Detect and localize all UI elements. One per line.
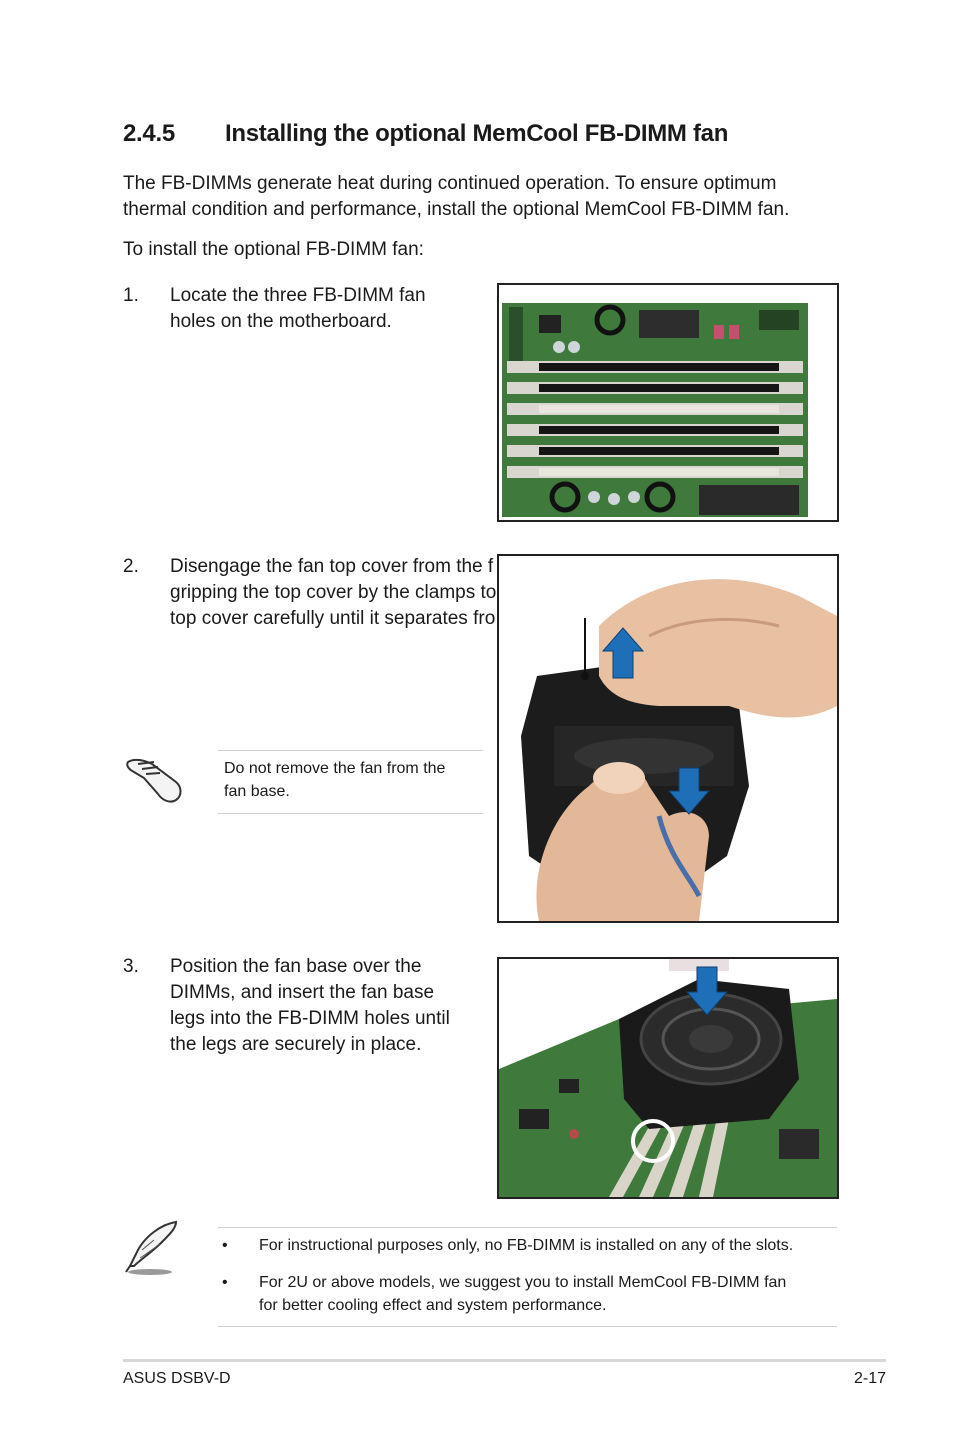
intro-line: The FB-DIMMs generate heat during continued operation. To ensure optimum: [123, 173, 777, 194]
intro-paragraph: [123, 171, 789, 223]
step-line: legs into the FB-DIMM holes until: [170, 1008, 450, 1029]
step-text: [170, 954, 450, 1058]
footer-rule: [123, 1359, 886, 1362]
step-line: Locate the three FB-DIMM fan: [170, 285, 426, 306]
note-bullet: •: [222, 1274, 228, 1291]
fan-install-photo: [497, 957, 839, 1199]
caution-text: [224, 757, 445, 803]
footer-product: ASUS DSBV-D: [123, 1370, 231, 1387]
note-line: For 2U or above models, we suggest you to install MemCool FB-DIMM fan: [259, 1274, 787, 1291]
intro-line: thermal condition and performance, install the optional MemCool FB-DIMM fan.: [123, 199, 790, 220]
note-text: [259, 1271, 849, 1317]
note-line: For instructional purposes only, no FB-DIMM is installed on any of the slots.: [259, 1237, 794, 1254]
hand-icon: [124, 754, 186, 804]
section-number: 2.4.5: [123, 120, 175, 147]
motherboard-photo: [497, 283, 839, 522]
section-heading: [123, 120, 728, 148]
section-title: Installing the optional MemCool FB-DIMM fan: [225, 120, 729, 147]
fan-install-illustration: [499, 959, 837, 1197]
motherboard-illustration: [499, 285, 837, 520]
step-number: 3.: [123, 956, 139, 977]
step-text: [170, 283, 426, 335]
step-line: holes on the motherboard.: [170, 311, 392, 332]
step-number: 1.: [123, 285, 139, 306]
step-line: Position the fan base over the: [170, 956, 422, 977]
step-line: the legs are securely in place.: [170, 1034, 422, 1055]
step-line: gripping the top cover by the clamps to: [170, 582, 497, 603]
footer-page-number: 2-17: [853, 1370, 886, 1387]
fan-cover-illustration: [499, 556, 837, 921]
step-number: 2.: [123, 556, 139, 577]
fan-cover-photo: [497, 554, 839, 923]
note-text: [259, 1234, 849, 1257]
note-bullet: •: [222, 1237, 228, 1254]
step-line: DIMMs, and insert the fan base: [170, 982, 435, 1003]
intro-lead: To install the optional FB-DIMM fan:: [123, 239, 424, 260]
caution-box: [218, 750, 483, 814]
step-line: top cover carefully until it separates fro: [170, 608, 496, 629]
feather-pen-icon: [122, 1218, 182, 1276]
caution-line: Do not remove the fan from the: [224, 760, 446, 777]
step-text: [170, 554, 500, 632]
step-line: Disengage the fan top cover from the f: [170, 556, 494, 577]
caution-line: fan base.: [224, 783, 290, 800]
note-line: for better cooling effect and system performance.: [259, 1297, 607, 1314]
